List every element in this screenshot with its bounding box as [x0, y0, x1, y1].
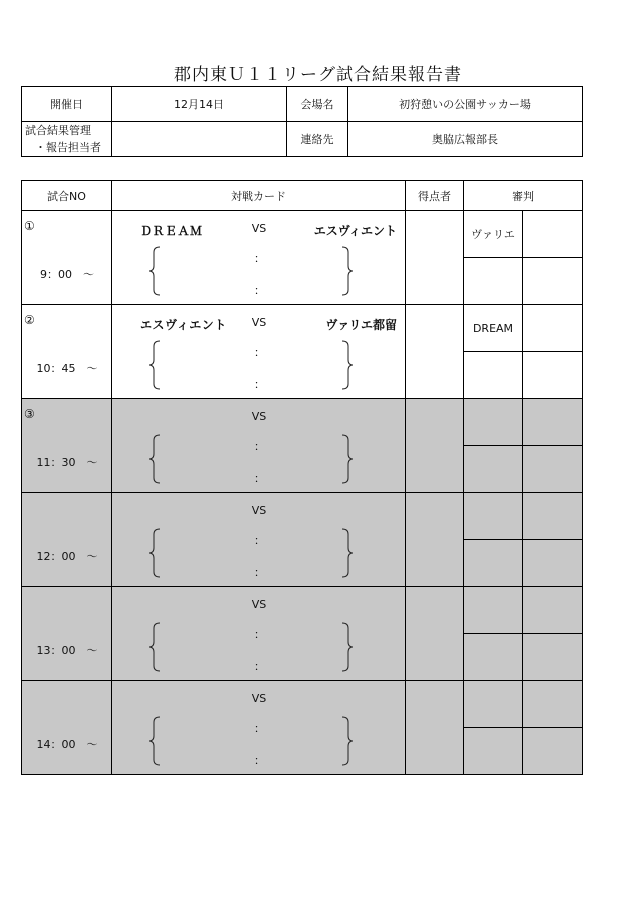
- referee-cell: [523, 352, 583, 399]
- referee-cell: [464, 258, 523, 305]
- vs-label: VS: [251, 316, 267, 329]
- right-brace-icon: [340, 622, 354, 672]
- match-card-cell: [112, 399, 406, 493]
- match-no-cell: [22, 681, 112, 775]
- page-title: 郡内東Ｕ１１リーグ試合結果報告書: [174, 65, 462, 85]
- referee-cell: [523, 493, 583, 540]
- right-brace-icon: [340, 340, 354, 390]
- manager-label-line1: 試合結果管理: [25, 124, 91, 137]
- vs-label: VS: [251, 692, 267, 705]
- info-table: [21, 86, 583, 157]
- right-brace-icon: [340, 434, 354, 484]
- referee-cell: [523, 258, 583, 305]
- contact-label: 連絡先: [287, 122, 348, 157]
- score-colon-first-half: ：: [254, 346, 265, 359]
- match-no-cell: [22, 493, 112, 587]
- left-brace-icon: [148, 340, 162, 390]
- vs-label: VS: [251, 222, 267, 235]
- referee-cell: [523, 211, 583, 258]
- referee-cell: [523, 305, 583, 352]
- score-colon-first-half: ：: [254, 252, 265, 265]
- match-time: 10：45 ～: [36, 362, 98, 375]
- left-brace-icon: [148, 246, 162, 296]
- scorer-cell: [406, 587, 464, 681]
- referee-cell: [523, 446, 583, 493]
- scorer-cell: [406, 399, 464, 493]
- team1-name: ＤＲＥＡＭ: [140, 224, 203, 238]
- score-colon-second-half: ：: [254, 472, 265, 485]
- scorer-cell: [406, 493, 464, 587]
- referee-cell: [523, 540, 583, 587]
- referee-cell: [464, 446, 523, 493]
- match-number: ②: [24, 313, 35, 327]
- referee-name: [464, 399, 523, 446]
- match-time: 11：30 ～: [36, 456, 98, 469]
- match-table: [21, 180, 583, 775]
- referee-cell: [464, 634, 523, 681]
- referee-name: ヴァリエ: [464, 211, 523, 258]
- referee-name: DREAM: [464, 305, 523, 352]
- scorer-cell: [406, 681, 464, 775]
- header-referee: 審判: [464, 181, 583, 211]
- contact-value: 奥脇広報部長: [348, 122, 583, 157]
- referee-name: [464, 493, 523, 540]
- score-colon-second-half: ：: [254, 284, 265, 297]
- venue-value: 初狩憩いの公園サッカー場: [348, 87, 583, 122]
- right-brace-icon: [340, 716, 354, 766]
- referee-cell: [523, 681, 583, 728]
- match-time: 9：00 ～: [40, 268, 94, 281]
- match-row: [22, 587, 583, 634]
- manager-value: [112, 122, 287, 157]
- referee-cell: [464, 728, 523, 775]
- match-time: 13：00 ～: [36, 644, 98, 657]
- date-value: 12月14日: [112, 87, 287, 122]
- score-colon-second-half: ：: [254, 566, 265, 579]
- score-colon-second-half: ：: [254, 754, 265, 767]
- match-row: [22, 399, 583, 446]
- vs-label: VS: [251, 410, 267, 423]
- left-brace-icon: [148, 528, 162, 578]
- manager-label-line2: ・報告担当者: [35, 141, 101, 154]
- referee-cell: [523, 634, 583, 681]
- vs-label: VS: [251, 504, 267, 517]
- referee-cell: [523, 399, 583, 446]
- match-no-cell: [22, 305, 112, 399]
- team1-name: エスヴィエント: [140, 318, 227, 332]
- scorer-cell: [406, 211, 464, 305]
- match-no-cell: [22, 587, 112, 681]
- match-row: [22, 681, 583, 728]
- match-card-cell: [112, 587, 406, 681]
- match-time: 12：00 ～: [36, 550, 98, 563]
- score-colon-second-half: ：: [254, 378, 265, 391]
- team2-name: エスヴィエント: [313, 224, 397, 238]
- scorer-cell: [406, 305, 464, 399]
- right-brace-icon: [340, 528, 354, 578]
- vs-label: VS: [251, 598, 267, 611]
- referee-cell: [464, 540, 523, 587]
- manager-label: [22, 122, 112, 157]
- match-card-cell: [112, 305, 406, 399]
- left-brace-icon: [148, 622, 162, 672]
- score-colon-first-half: ：: [254, 534, 265, 547]
- venue-label: 会場名: [287, 87, 348, 122]
- referee-name: [464, 587, 523, 634]
- score-colon-first-half: ：: [254, 722, 265, 735]
- header-match-no: 試合NO: [22, 181, 112, 211]
- referee-cell: [464, 352, 523, 399]
- match-row: [22, 211, 583, 258]
- match-row: [22, 305, 583, 352]
- referee-cell: [523, 587, 583, 634]
- match-no-cell: [22, 211, 112, 305]
- match-card-cell: [112, 493, 406, 587]
- left-brace-icon: [148, 716, 162, 766]
- date-label: 開催日: [22, 87, 112, 122]
- referee-name: [464, 681, 523, 728]
- match-number: ③: [24, 407, 35, 421]
- match-number: ①: [24, 219, 35, 233]
- referee-cell: [523, 728, 583, 775]
- right-brace-icon: [340, 246, 354, 296]
- score-colon-second-half: ：: [254, 660, 265, 673]
- match-row: [22, 493, 583, 540]
- score-colon-first-half: ：: [254, 628, 265, 641]
- header-scorer: 得点者: [406, 181, 464, 211]
- match-time: 14：00 ～: [36, 738, 98, 751]
- team2-name: ヴァリエ都留: [325, 318, 397, 332]
- header-card: 対戦カード: [112, 181, 406, 211]
- match-no-cell: [22, 399, 112, 493]
- score-colon-first-half: ：: [254, 440, 265, 453]
- match-card-cell: [112, 681, 406, 775]
- match-card-cell: [112, 211, 406, 305]
- left-brace-icon: [148, 434, 162, 484]
